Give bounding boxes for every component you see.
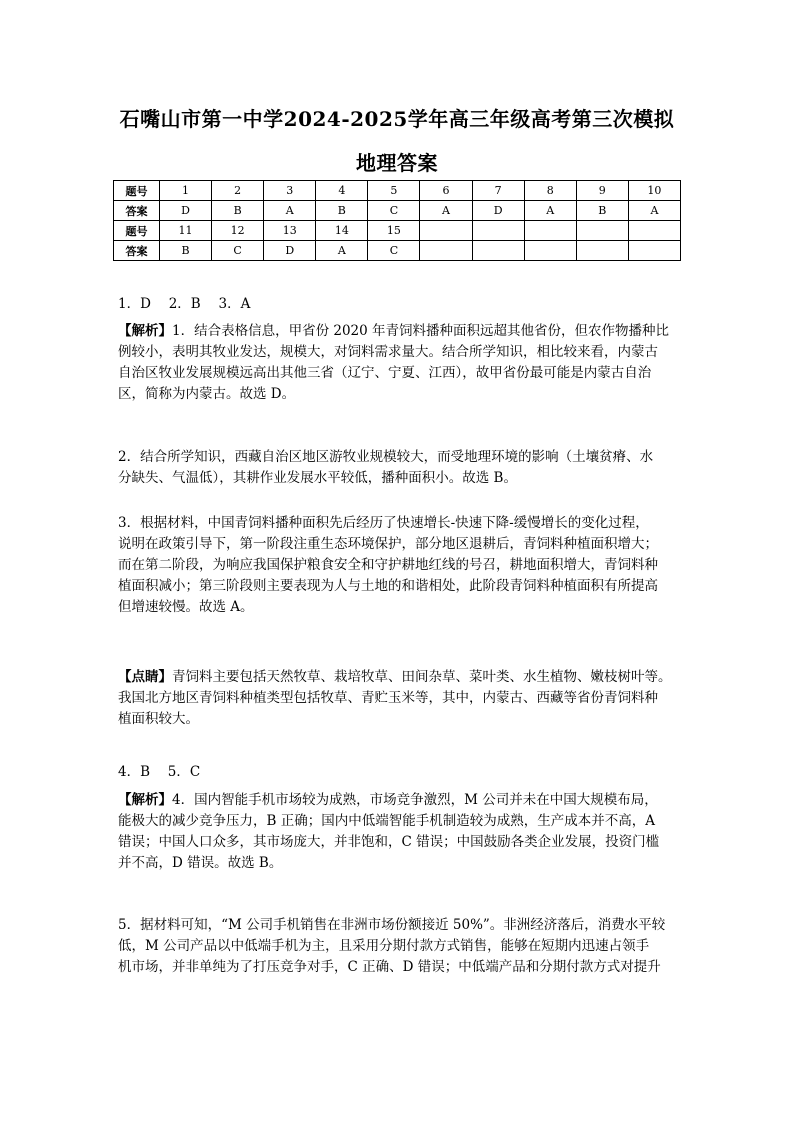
text-line [118,853,683,874]
text-line [118,957,683,978]
table-cell: A [524,201,576,221]
line-text: 青饲料主要包括天然牧草、栽培牧草、田间杂草、菜叶类、水生植物、嫩枝树叶等。 [172,669,672,685]
text-line [118,688,683,709]
section-tag: 【解析】 [118,792,172,808]
table-cell [576,241,628,261]
line-text: 分缺失、气温低），其耕作业发展水平较低，播种面积小。故选 B。 [118,470,517,486]
table-cell: 15 [368,221,420,241]
answer-paragraph [118,790,683,874]
table-row [114,201,681,221]
answer-paragraph [118,294,683,315]
text-line [118,832,683,853]
table-cell: B [576,201,628,221]
answer-paragraph [118,321,683,405]
table-cell: 13 [264,221,316,241]
table-row-header: 题号 [114,181,160,201]
line-text: 2．结合所学知识，西藏自治区地区游牧业规模较大，而受地理环境的影响（土壤贫瘠、水 [118,449,654,465]
text-line [118,513,683,534]
line-text: 区，简称为内蒙古。故选 D。 [118,386,296,402]
table-cell: 4 [316,181,368,201]
table-cell: 8 [524,181,576,201]
line-text: 1．D 2．B 3．A [118,296,251,312]
table-cell [472,221,524,241]
table-cell [472,241,524,261]
table-row [114,181,681,201]
text-line [118,936,683,957]
line-text: 说明在政策引导下，第一阶段注重生态环境保护，部分地区退耕后，青饲料种植面积增大； [118,536,658,552]
table-cell: 9 [576,181,628,201]
text-line [118,534,683,555]
section-tag: 【点睛】 [118,669,172,685]
text-line [118,342,683,363]
table-row-header: 题号 [114,221,160,241]
table-row [114,241,681,261]
line-text: 我国北方地区青饲料种植类型包括牧草、青贮玉米等，其中，内蒙古、西藏等省份青饲料种 [118,690,658,706]
table-cell: C [212,241,264,261]
answer-table [113,180,681,261]
line-text: 5．据材料可知，“M 公司手机销售在非洲市场份额接近 50%”。非洲经济落后，消费水平较 [118,917,666,933]
line-text: 4．B 5．C [118,764,201,780]
answer-paragraph [118,915,683,978]
table-cell [524,241,576,261]
text-line [118,576,683,597]
table-cell: C [368,201,420,221]
table-cell [576,221,628,241]
line-text: 3．根据材料，中国青饲料播种面积先后经历了快速增长-快速下降-缓慢增长的变化过程， [118,515,649,531]
table-cell: 14 [316,221,368,241]
text-line [118,790,683,811]
table-cell: 10 [628,181,680,201]
table-row [114,221,681,241]
table-cell [420,241,472,261]
table-cell: A [316,241,368,261]
text-line [118,363,683,384]
table-row-header: 答案 [114,241,160,261]
line-text: 自治区牧业发展规模远高出其他三省（辽宁、宁夏、江西），故甲省份最可能是内蒙古自治 [118,365,652,381]
table-cell: 7 [472,181,524,201]
table-cell: B [160,241,212,261]
line-text: 能极大的减少竞争压力，B 正确；国内中低端智能手机制造较为成熟，生产成本并不高，A [118,813,655,829]
line-text: 低，M 公司产品以中低端手机为主，且采用分期付款方式销售，能够在短期内迅速占领手 [118,938,650,954]
table-cell [628,241,680,261]
table-cell: C [368,241,420,261]
table-cell: 6 [420,181,472,201]
line-text: 植面积较大。 [118,711,199,727]
page-subtitle: 地理答案 [356,151,438,175]
text-line [118,447,683,468]
page-title: 石嘴山市第一中学2024-2025学年高三年级高考第三次模拟 [119,107,675,131]
answer-paragraph [118,513,683,618]
answer-paragraph [118,667,683,730]
line-text: 错误；中国人口众多，其市场庞大，并非饱和，C 错误；中国鼓励各类企业发展，投资门槛 [118,834,660,850]
line-text: 但增速较慢。故选 A。 [118,599,254,615]
table-cell: 1 [160,181,212,201]
line-text: 1．结合表格信息，甲省份 2020 年青饲料播种面积远超其他省份，但农作物播种比 [172,323,670,339]
text-line [118,762,683,783]
text-line [118,915,683,936]
section-tag: 【解析】 [118,323,172,339]
text-line [118,294,683,315]
line-text: 例较小，表明其牧业发达，规模大，对饲料需求量大。结合所学知识，相比较来看，内蒙古 [118,344,658,360]
answer-paragraph [118,447,683,489]
table-cell: 5 [368,181,420,201]
text-line [118,384,683,405]
line-text: 并不高，D 错误。故选 B。 [118,855,283,871]
text-line [118,709,683,730]
table-cell: B [212,201,264,221]
table-cell: D [264,241,316,261]
table-cell [628,221,680,241]
table-cell: 12 [212,221,264,241]
table-cell: 3 [264,181,316,201]
text-line [118,555,683,576]
line-text: 而在第二阶段，为响应我国保护粮食安全和守护耕地红线的号召，耕地面积增大，青饲料种 [118,557,658,573]
table-cell: 2 [212,181,264,201]
table-cell: D [472,201,524,221]
table-row-header: 答案 [114,201,160,221]
answer-paragraph [118,762,683,783]
table-cell [420,221,472,241]
table-cell: A [420,201,472,221]
line-text: 4．国内智能手机市场较为成熟，市场竞争激烈，M 公司并未在中国大规模布局， [172,792,658,808]
table-cell: D [160,201,212,221]
table-cell: 11 [160,221,212,241]
table-cell [524,221,576,241]
text-line [118,321,683,342]
table-cell: A [264,201,316,221]
text-line [118,468,683,489]
line-text: 机市场，并非单纯为了打压竞争对手，C 正确、D 错误；中低端产品和分期付款方式对提升 [118,959,661,975]
text-line [118,597,683,618]
table-cell: B [316,201,368,221]
line-text: 植面积减小；第三阶段则主要表现为人与土地的和谐相处，此阶段青饲料种植面积有所提高 [118,578,658,594]
text-line [118,811,683,832]
table-cell: A [628,201,680,221]
text-line [118,667,683,688]
